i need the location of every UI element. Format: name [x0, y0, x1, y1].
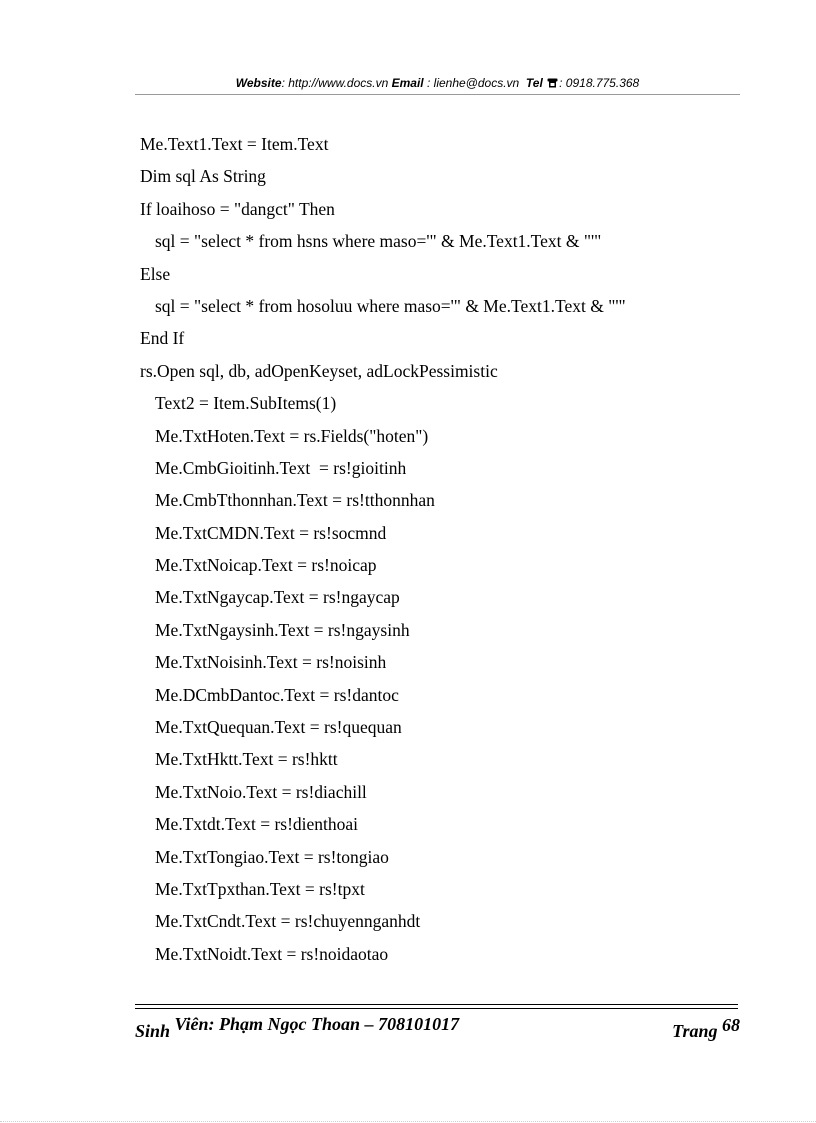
code-line: Else [140, 263, 171, 284]
code-line: End If [140, 328, 185, 349]
tel-text: : 0918.775.368 [559, 76, 640, 90]
code-line: sql = "select * from hsns where maso='" & Me.Text1.Text & "'" [155, 231, 602, 252]
code-line: Text2 = Item.SubItems(1) [155, 393, 337, 414]
code-line: Me.CmbGioitinh.Text = rs!gioitinh [155, 457, 407, 478]
code-line: Me.Txtdt.Text = rs!dienthoai [155, 814, 359, 835]
code-line: Me.TxtTongiao.Text = rs!tongiao [155, 846, 389, 867]
code-line: Me.TxtTpxthan.Text = rs!tpxt [155, 878, 365, 899]
code-line: Me.TxtNgaysinh.Text = rs!ngaysinh [155, 619, 410, 640]
code-line: Me.DCmbDantoc.Text = rs!dantoc [155, 684, 399, 705]
footer-page [672, 1015, 740, 1041]
email-label: Email [391, 76, 424, 90]
code-line: Me.TxtNgaycap.Text = rs!ngaycap [155, 587, 400, 608]
code-line: Me.CmbTthonnhan.Text = rs!tthonnhan [155, 490, 435, 511]
code-line: Me.TxtHoten.Text = rs.Fields("hoten") [155, 425, 429, 446]
code-line: Me.TxtNoio.Text = rs!diachill [155, 781, 367, 802]
footer-sinh: Sinh [135, 1021, 171, 1041]
code-line: Me.TxtCMDN.Text = rs!socmnd [155, 522, 387, 543]
code-line: Me.TxtQuequan.Text = rs!quequan [155, 717, 402, 738]
footer-student-name: Viên: Phạm Ngọc Thoan – 708101017 [174, 1014, 460, 1034]
footer-trang-label: Trang [672, 1021, 718, 1041]
phone-icon [547, 78, 558, 88]
code-line: Dim sql As String [140, 166, 266, 187]
footer-divider-top [135, 1004, 738, 1005]
code-line: Me.TxtHktt.Text = rs!hktt [155, 749, 338, 770]
code-line: If loaihoso = "dangct" Then [140, 198, 335, 219]
code-line: sql = "select * from hosoluu where maso='" & Me.Text1.Text & "'" [155, 295, 626, 316]
page-header [135, 76, 740, 94]
tel-label: Tel [525, 76, 543, 90]
code-line: rs.Open sql, db, adOpenKeyset, adLockPessimistic [140, 360, 498, 381]
code-listing [140, 132, 740, 974]
code-line: Me.TxtNoicap.Text = rs!noicap [155, 555, 377, 576]
footer-student [135, 1014, 460, 1041]
code-line: Me.TxtNoidt.Text = rs!noidaotao [155, 943, 389, 964]
website-text: : http://www.docs.vn [281, 76, 389, 90]
website-label: Website [235, 76, 282, 90]
email-text: : lienhe@docs.vn [426, 76, 520, 90]
page-number: 68 [722, 1015, 740, 1035]
footer-divider-bottom [135, 1008, 738, 1009]
header-divider [135, 94, 740, 95]
page-edge-divider [0, 1121, 816, 1122]
code-line: Me.TxtNoisinh.Text = rs!noisinh [155, 652, 387, 673]
code-line: Me.Text1.Text = Item.Text [140, 134, 329, 154]
code-line: Me.TxtCndt.Text = rs!chuyennganhdt [155, 911, 421, 932]
